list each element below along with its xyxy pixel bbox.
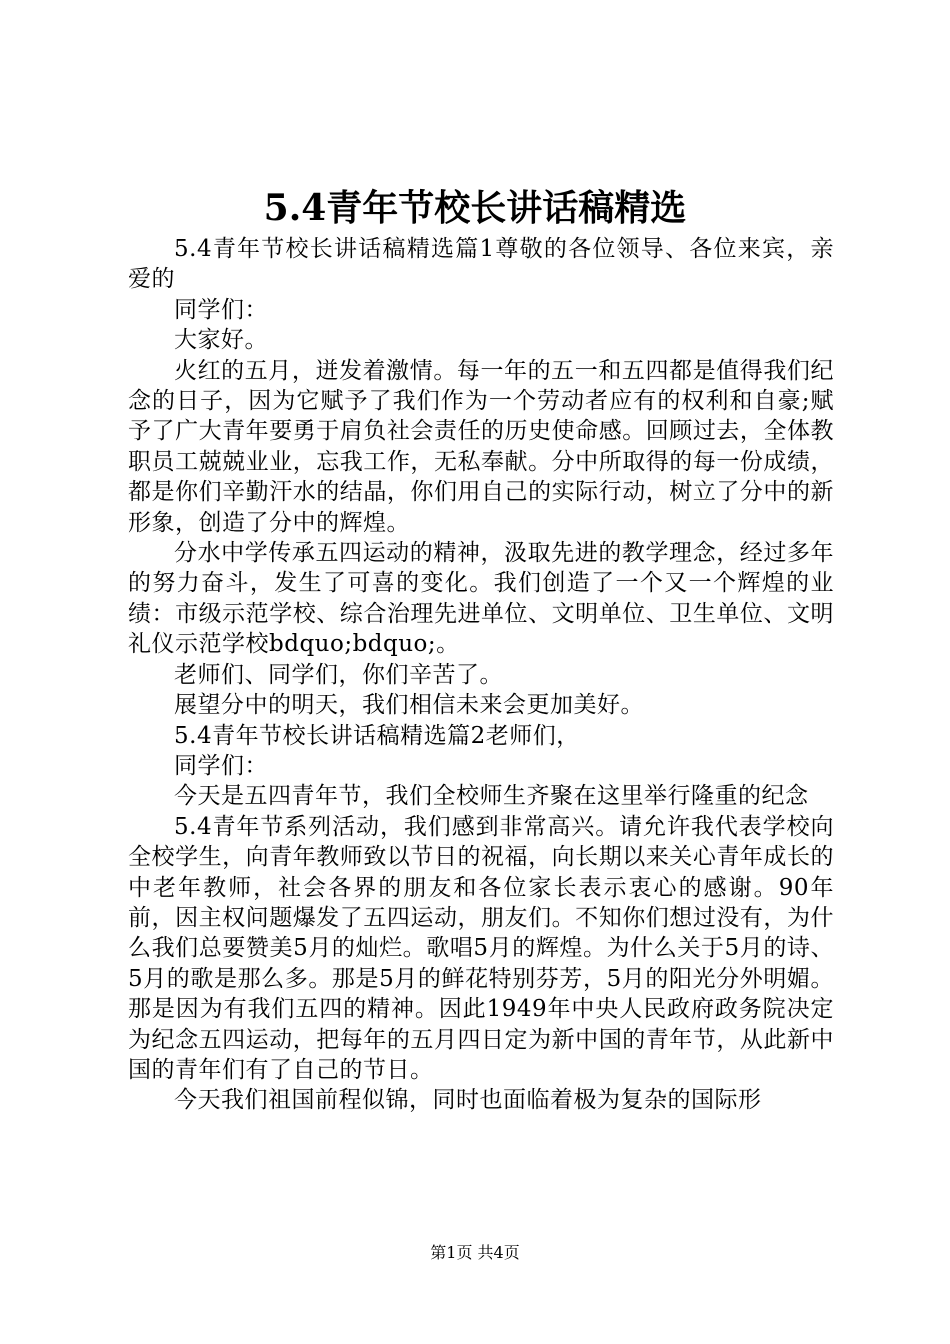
paragraph: 展望分中的明天，我们相信未来会更加美好。 bbox=[174, 692, 644, 719]
paragraph: 火红的五月，迸发着激情。每一年的五一和五四都是值得我们纪念的日子，因为它赋予了我们作为一个劳动者应有的权利和自豪;赋予了广大青年要勇于肩负社会责任的历史使命感。回顾过去，全体教职员工兢兢业业，忘我工作，无私奉献。分中所取得的每一份成绩，都是你们辛勤汗水的结晶，你们用自己的实际行动，树立了分中的新形象，创造了分中的辉煌。 bbox=[128, 357, 834, 536]
paragraph: 分水中学传承五四运动的精神，汲取先进的教学理念，经过多年的努力奋斗，发生了可喜的变化。我们创造了一个又一个辉煌的业绩：市级示范学校、综合治理先进单位、文明单位、卫生单位、文明礼仪示范学校bdquo;bdquo;。 bbox=[128, 540, 834, 658]
paragraph: 5.4青年节系列活动，我们感到非常高兴。请允许我代表学校向全校学生，向青年教师致以节日的祝福，向长期以来关心青年成长的中老年教师，社会各界的朋友和各位家长表示衷心的感谢。90年前，因主权问题爆发了五四运动，朋友们。不知你们想过没有，为什么我们总要赞美5月的灿烂。歌唱5月的辉煌。为什么关于5月的诗、5月的歌是那么多。那是5月的鲜花特别芬芳，5月的阳光分外明媚。那是因为有我们五四的精神。因此1949年中央人民政府政务院决定为纪念五四运动，把每年的五月四日定为新中国的青年节，从此新中国的青年们有了自己的节日。 bbox=[128, 813, 834, 1083]
paragraph: 今天是五四青年节，我们全校师生齐聚在这里举行隆重的纪念 bbox=[174, 783, 809, 810]
paragraph: 老师们、同学们，你们辛苦了。 bbox=[174, 661, 503, 688]
paragraph: 大家好。 bbox=[174, 327, 268, 354]
paragraph: 同学们： bbox=[174, 752, 268, 779]
paragraph: 同学们： bbox=[174, 296, 268, 323]
paragraph: 5.4青年节校长讲话稿精选篇1尊敬的各位领导、各位来宾，亲爱的 bbox=[128, 236, 834, 293]
paragraph: 今天我们祖国前程似锦，同时也面临着极为复杂的国际形 bbox=[174, 1087, 762, 1114]
paragraph: 5.4青年节校长讲话稿精选篇2老师们， bbox=[174, 722, 580, 749]
page-footer: 第1页 共4页 bbox=[430, 1243, 520, 1262]
document-title: 5.4青年节校长讲话稿精选 bbox=[263, 187, 687, 229]
document-body bbox=[128, 234, 834, 1116]
